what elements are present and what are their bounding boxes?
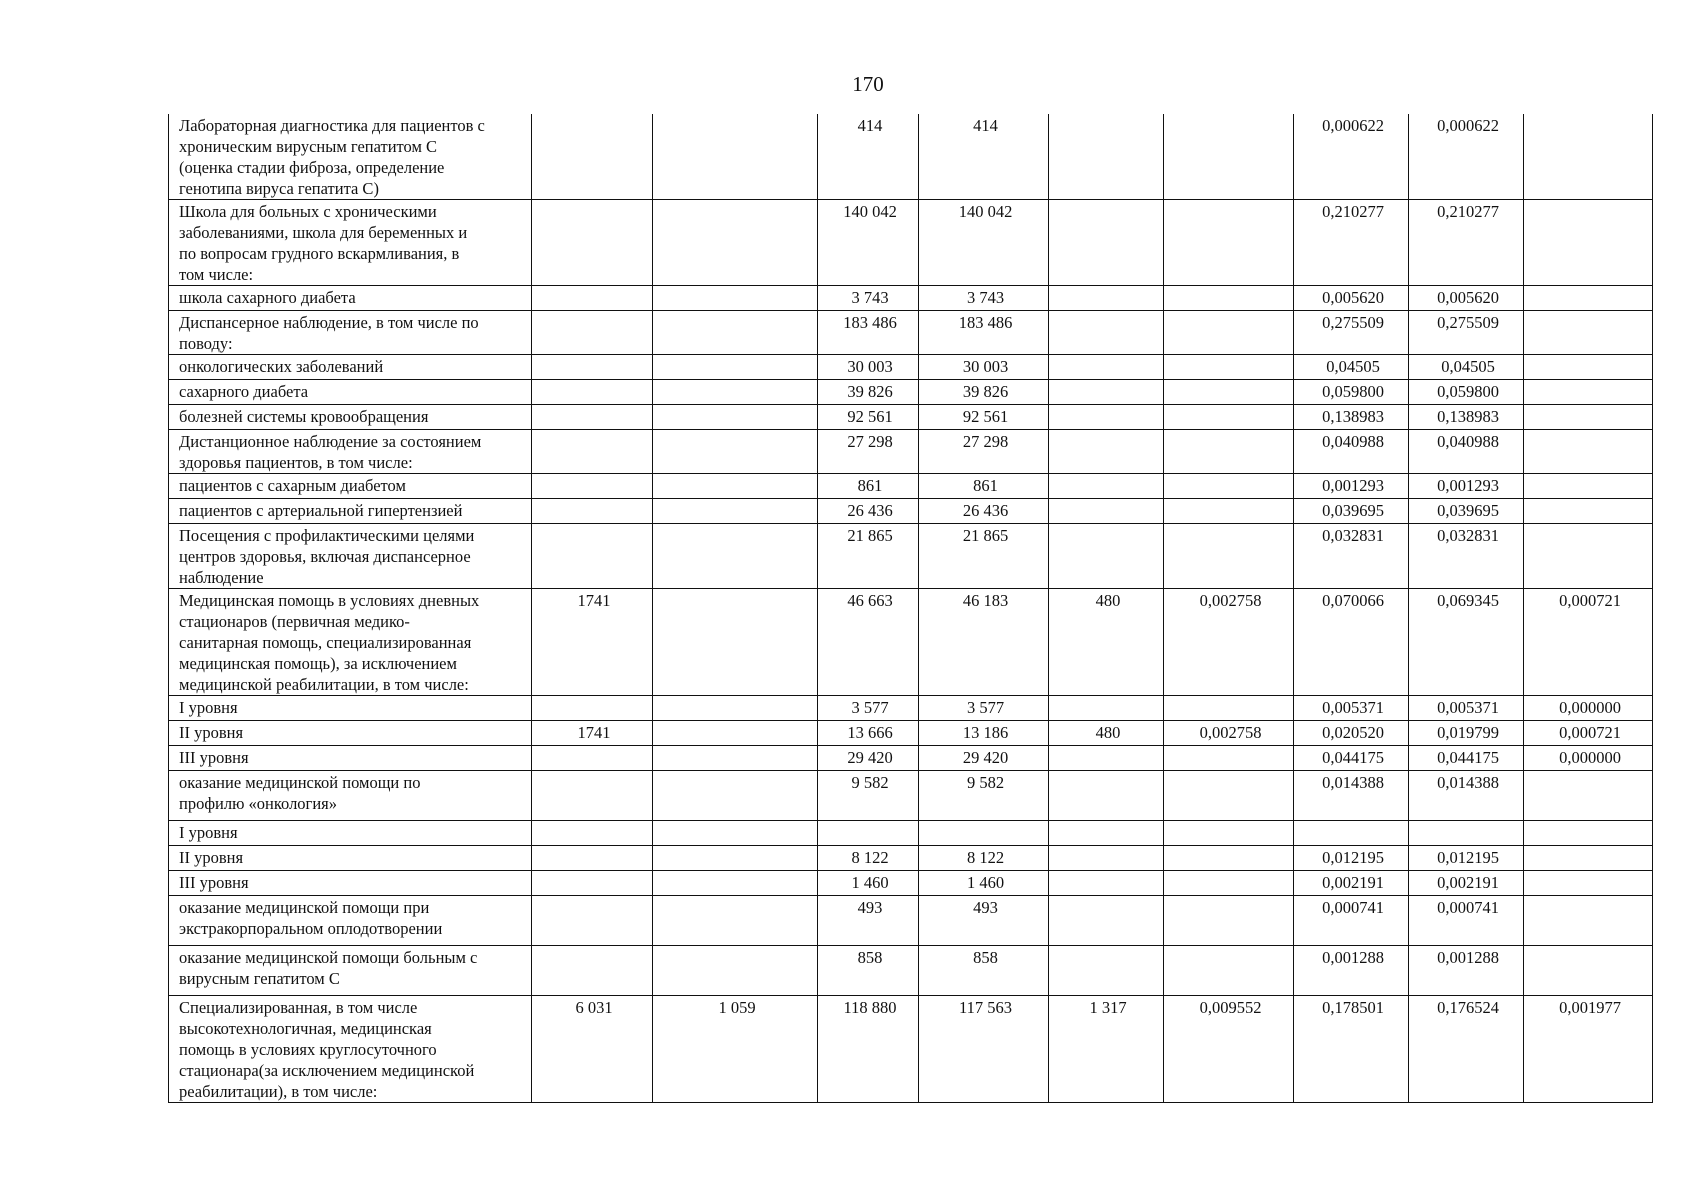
table-cell — [1524, 771, 1653, 821]
table-cell — [1049, 405, 1164, 430]
table-cell — [1164, 405, 1294, 430]
table-cell: 3 743 — [818, 286, 919, 311]
table-cell: 0,070066 — [1294, 589, 1409, 696]
table-cell — [1524, 430, 1653, 474]
table-cell — [1049, 311, 1164, 355]
table-cell: 0,000000 — [1524, 696, 1653, 721]
table-cell — [532, 355, 653, 380]
table-cell — [1049, 355, 1164, 380]
table-cell — [532, 821, 653, 846]
table-cell: 117 563 — [919, 996, 1049, 1103]
table-row — [169, 946, 1653, 996]
table-row — [169, 114, 1653, 200]
table-cell — [1049, 430, 1164, 474]
table-cell — [1164, 946, 1294, 996]
table-cell — [1164, 696, 1294, 721]
table-cell — [1164, 499, 1294, 524]
table-cell: 0,039695 — [1409, 499, 1524, 524]
table-cell: 0,032831 — [1409, 524, 1524, 589]
table-cell — [1524, 846, 1653, 871]
table-cell: 0,005371 — [1294, 696, 1409, 721]
table-cell — [653, 499, 818, 524]
row-label: болезней системы кровообращения — [169, 405, 532, 430]
table-cell — [653, 380, 818, 405]
row-label: Специализированная, в том числе высокотехнологичная, медицинская помощь в условиях круглосуточного стационара(за исключением медицинской реабилитации), в том числе: — [169, 996, 532, 1103]
row-label: пациентов с артериальной гипертензией — [169, 499, 532, 524]
table-cell: 8 122 — [919, 846, 1049, 871]
table-cell: 1741 — [532, 721, 653, 746]
table-cell — [1524, 114, 1653, 200]
table-cell: 414 — [919, 114, 1049, 200]
table-cell: 858 — [818, 946, 919, 996]
table-cell — [532, 114, 653, 200]
table-cell: 0,176524 — [1409, 996, 1524, 1103]
table-cell — [919, 821, 1049, 846]
table-cell — [532, 771, 653, 821]
row-label: Посещения с профилактическими целями центров здоровья, включая диспансерное наблюдение — [169, 524, 532, 589]
table-cell — [532, 380, 653, 405]
row-label: Школа для больных с хроническими заболеваниями, школа для беременных и по вопросам грудного вскармливания, в том числе: — [169, 200, 532, 286]
table-cell: 0,005620 — [1409, 286, 1524, 311]
table-cell — [1049, 846, 1164, 871]
table-row — [169, 871, 1653, 896]
table-cell — [532, 696, 653, 721]
table-cell: 3 743 — [919, 286, 1049, 311]
table-cell — [653, 821, 818, 846]
table-cell: 1 059 — [653, 996, 818, 1103]
table-cell: 0,001288 — [1409, 946, 1524, 996]
table-cell — [653, 200, 818, 286]
table-cell — [1164, 355, 1294, 380]
table-cell: 92 561 — [919, 405, 1049, 430]
table-cell: 46 183 — [919, 589, 1049, 696]
table-cell — [1524, 946, 1653, 996]
table-cell — [1049, 114, 1164, 200]
row-label: Диспансерное наблюдение, в том числе по поводу: — [169, 311, 532, 355]
table-cell — [1524, 821, 1653, 846]
row-label: оказание медицинской помощи при экстракорпоральном оплодотворении — [169, 896, 532, 946]
table-row — [169, 746, 1653, 771]
table-cell: 183 486 — [919, 311, 1049, 355]
table-cell — [653, 286, 818, 311]
table-cell: 0,178501 — [1294, 996, 1409, 1103]
table-cell: 0,005371 — [1409, 696, 1524, 721]
table-cell: 493 — [919, 896, 1049, 946]
table-cell: 0,04505 — [1294, 355, 1409, 380]
table-cell — [1524, 499, 1653, 524]
table-cell — [653, 430, 818, 474]
row-label: Дистанционное наблюдение за состоянием здоровья пациентов, в том числе: — [169, 430, 532, 474]
table-cell — [653, 721, 818, 746]
row-label: Медицинская помощь в условиях дневных стационаров (первичная медико- санитарная помощь, специализированная медицинская помощь), за исключением медицинской реабилитации, в том числе: — [169, 589, 532, 696]
table-cell — [1164, 746, 1294, 771]
table-cell: 3 577 — [919, 696, 1049, 721]
table-cell: 29 420 — [919, 746, 1049, 771]
table-row — [169, 846, 1653, 871]
table-cell: 0,032831 — [1294, 524, 1409, 589]
table-cell — [532, 524, 653, 589]
table-cell: 0,000622 — [1294, 114, 1409, 200]
table-row — [169, 896, 1653, 946]
table-row — [169, 430, 1653, 474]
table-cell: 861 — [919, 474, 1049, 499]
table-cell — [1524, 474, 1653, 499]
table-cell — [1164, 896, 1294, 946]
table-cell — [1164, 771, 1294, 821]
table-cell: 140 042 — [818, 200, 919, 286]
row-label: пациентов с сахарным диабетом — [169, 474, 532, 499]
table-cell — [653, 311, 818, 355]
table-row — [169, 355, 1653, 380]
table-cell — [1049, 771, 1164, 821]
table-cell — [1049, 821, 1164, 846]
table-cell: 1741 — [532, 589, 653, 696]
table-cell: 0,000622 — [1409, 114, 1524, 200]
table-cell: 0,275509 — [1294, 311, 1409, 355]
table-cell — [532, 746, 653, 771]
table-cell: 0,002758 — [1164, 721, 1294, 746]
table-cell — [532, 474, 653, 499]
table-cell: 0,138983 — [1409, 405, 1524, 430]
table-cell: 0,019799 — [1409, 721, 1524, 746]
table-cell — [1049, 696, 1164, 721]
table-cell — [653, 846, 818, 871]
table-cell: 118 880 — [818, 996, 919, 1103]
table-cell — [1524, 286, 1653, 311]
table-cell: 0,014388 — [1294, 771, 1409, 821]
table-cell: 0,069345 — [1409, 589, 1524, 696]
table-row — [169, 499, 1653, 524]
table-cell — [1164, 114, 1294, 200]
table-cell: 0,059800 — [1409, 380, 1524, 405]
table-cell: 493 — [818, 896, 919, 946]
table-row — [169, 286, 1653, 311]
table-cell — [1049, 746, 1164, 771]
table-cell — [1524, 896, 1653, 946]
table-cell — [653, 896, 818, 946]
table-cell: 21 865 — [818, 524, 919, 589]
table-cell: 29 420 — [818, 746, 919, 771]
table-cell — [1049, 200, 1164, 286]
table-cell: 9 582 — [919, 771, 1049, 821]
table-row — [169, 696, 1653, 721]
table-cell: 0,001977 — [1524, 996, 1653, 1103]
table-cell — [653, 946, 818, 996]
table-cell — [1164, 846, 1294, 871]
table-cell — [1049, 499, 1164, 524]
table-cell: 0,039695 — [1294, 499, 1409, 524]
table-cell — [1049, 871, 1164, 896]
table-cell: 0,012195 — [1294, 846, 1409, 871]
table-cell — [1524, 380, 1653, 405]
table-cell: 861 — [818, 474, 919, 499]
table-cell — [1164, 821, 1294, 846]
table-cell: 0,000741 — [1409, 896, 1524, 946]
table-cell — [653, 589, 818, 696]
table-cell — [1164, 474, 1294, 499]
table-cell — [1049, 286, 1164, 311]
row-label: I уровня — [169, 821, 532, 846]
row-label: онкологических заболеваний — [169, 355, 532, 380]
table-cell — [653, 746, 818, 771]
table-cell — [653, 114, 818, 200]
page-number: 170 — [852, 72, 884, 96]
table-cell: 0,012195 — [1409, 846, 1524, 871]
table-row — [169, 405, 1653, 430]
table-row — [169, 996, 1653, 1103]
table-cell — [653, 871, 818, 896]
table-cell: 183 486 — [818, 311, 919, 355]
table-cell — [532, 499, 653, 524]
table-cell: 0,009552 — [1164, 996, 1294, 1103]
table-cell: 0,275509 — [1409, 311, 1524, 355]
table-cell: 0,020520 — [1294, 721, 1409, 746]
table-cell: 0,000721 — [1524, 721, 1653, 746]
table-cell: 21 865 — [919, 524, 1049, 589]
table-cell: 8 122 — [818, 846, 919, 871]
table-cell: 13 666 — [818, 721, 919, 746]
table-cell — [532, 286, 653, 311]
table-row — [169, 589, 1653, 696]
table-cell: 140 042 — [919, 200, 1049, 286]
table-row — [169, 474, 1653, 499]
table-cell — [1164, 524, 1294, 589]
table-cell: 0,000000 — [1524, 746, 1653, 771]
table-cell: 0,005620 — [1294, 286, 1409, 311]
table-cell — [1524, 871, 1653, 896]
table-cell — [1524, 311, 1653, 355]
table-cell: 26 436 — [818, 499, 919, 524]
table-cell: 0,014388 — [1409, 771, 1524, 821]
table-cell: 39 826 — [919, 380, 1049, 405]
table-cell: 1 460 — [919, 871, 1049, 896]
table-cell — [1164, 871, 1294, 896]
table-cell: 0,000721 — [1524, 589, 1653, 696]
row-label: II уровня — [169, 846, 532, 871]
table-row — [169, 524, 1653, 589]
table-cell: 30 003 — [818, 355, 919, 380]
table-cell: 480 — [1049, 589, 1164, 696]
table-cell — [1049, 380, 1164, 405]
table-cell: 30 003 — [919, 355, 1049, 380]
table-cell — [1164, 311, 1294, 355]
table-cell: 0,04505 — [1409, 355, 1524, 380]
table-cell — [1524, 200, 1653, 286]
table-cell — [532, 871, 653, 896]
table-row — [169, 200, 1653, 286]
table-cell: 0,002191 — [1409, 871, 1524, 896]
table-cell: 0,059800 — [1294, 380, 1409, 405]
table-cell: 0,000741 — [1294, 896, 1409, 946]
table-cell: 26 436 — [919, 499, 1049, 524]
table-cell: 0,001293 — [1409, 474, 1524, 499]
table-cell: 27 298 — [818, 430, 919, 474]
table-cell — [818, 821, 919, 846]
table-row — [169, 821, 1653, 846]
table-cell: 0,044175 — [1409, 746, 1524, 771]
table-cell — [1164, 286, 1294, 311]
table-cell: 1 317 — [1049, 996, 1164, 1103]
table-cell: 0,044175 — [1294, 746, 1409, 771]
table-cell — [532, 200, 653, 286]
table-cell — [653, 474, 818, 499]
table-cell — [532, 430, 653, 474]
table-cell — [532, 311, 653, 355]
table-cell — [532, 405, 653, 430]
row-label: Лабораторная диагностика для пациентов с хроническим вирусным гепатитом С (оценка стадии фиброза, определение генотипа вируса гепатита С) — [169, 114, 532, 200]
table-cell — [1524, 524, 1653, 589]
table-row — [169, 771, 1653, 821]
table-cell: 9 582 — [818, 771, 919, 821]
table-cell — [532, 846, 653, 871]
table-cell — [1524, 355, 1653, 380]
table-cell: 92 561 — [818, 405, 919, 430]
table-cell: 414 — [818, 114, 919, 200]
table-cell: 0,138983 — [1294, 405, 1409, 430]
table-cell: 0,002191 — [1294, 871, 1409, 896]
table-cell — [653, 696, 818, 721]
table-cell — [532, 896, 653, 946]
table-row — [169, 380, 1653, 405]
row-label: III уровня — [169, 871, 532, 896]
table-cell — [1294, 821, 1409, 846]
row-label: III уровня — [169, 746, 532, 771]
table-cell — [1409, 821, 1524, 846]
row-label: II уровня — [169, 721, 532, 746]
table-cell — [653, 771, 818, 821]
table-row — [169, 311, 1653, 355]
table-cell — [1049, 474, 1164, 499]
table-cell: 0,002758 — [1164, 589, 1294, 696]
table-cell — [653, 405, 818, 430]
row-label: школа сахарного диабета — [169, 286, 532, 311]
table-cell — [1049, 946, 1164, 996]
table-cell: 0,001288 — [1294, 946, 1409, 996]
table-cell: 3 577 — [818, 696, 919, 721]
table-cell — [1524, 405, 1653, 430]
table-cell: 0,210277 — [1294, 200, 1409, 286]
table-cell — [1164, 200, 1294, 286]
table-cell — [653, 524, 818, 589]
table-cell: 480 — [1049, 721, 1164, 746]
row-label: оказание медицинской помощи по профилю «онкология» — [169, 771, 532, 821]
table-cell — [532, 946, 653, 996]
table-cell: 46 663 — [818, 589, 919, 696]
table-row — [169, 721, 1653, 746]
data-table — [168, 114, 1653, 1103]
row-label: сахарного диабета — [169, 380, 532, 405]
table-cell — [1049, 896, 1164, 946]
table-cell: 6 031 — [532, 996, 653, 1103]
table-cell — [653, 355, 818, 380]
table-cell: 0,040988 — [1409, 430, 1524, 474]
table-cell — [1164, 430, 1294, 474]
table-cell: 858 — [919, 946, 1049, 996]
table-cell — [1049, 524, 1164, 589]
row-label: оказание медицинской помощи больным с вирусным гепатитом С — [169, 946, 532, 996]
table-cell: 27 298 — [919, 430, 1049, 474]
table-cell: 39 826 — [818, 380, 919, 405]
table-cell — [1164, 380, 1294, 405]
table-cell: 13 186 — [919, 721, 1049, 746]
table-cell: 0,001293 — [1294, 474, 1409, 499]
table-cell: 1 460 — [818, 871, 919, 896]
table-cell: 0,210277 — [1409, 200, 1524, 286]
table-cell: 0,040988 — [1294, 430, 1409, 474]
row-label: I уровня — [169, 696, 532, 721]
